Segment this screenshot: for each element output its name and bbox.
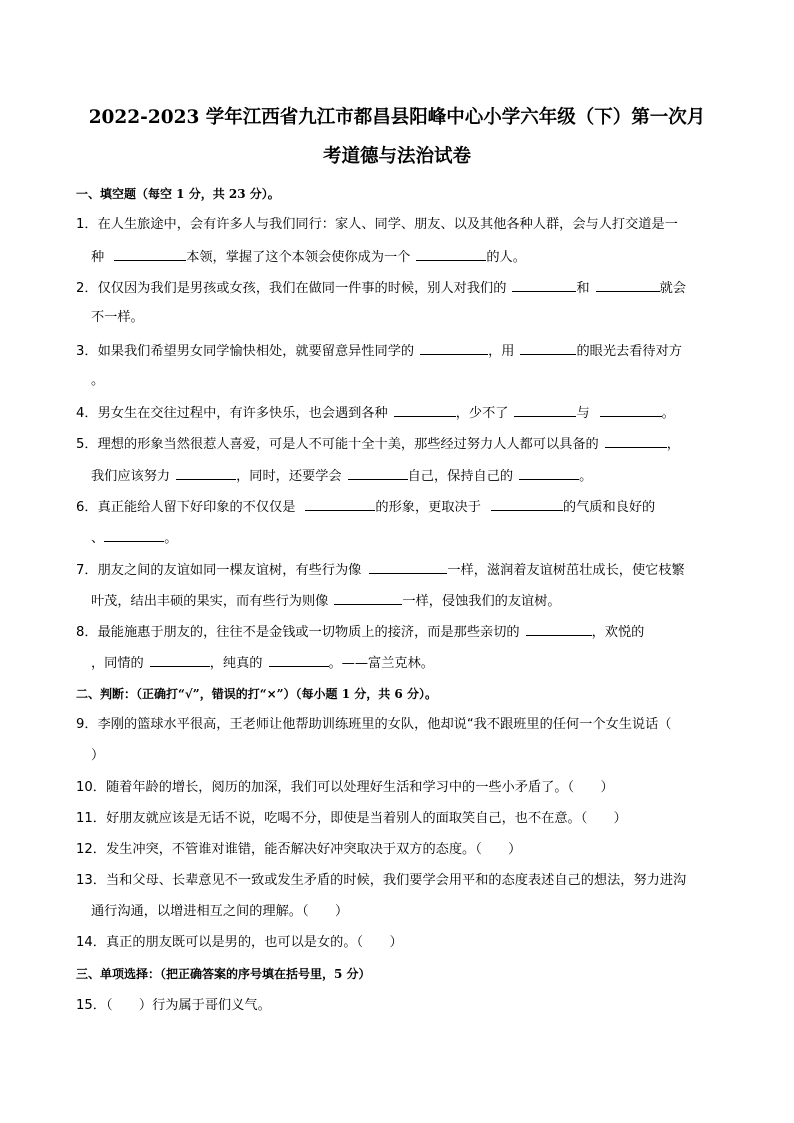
q2-blank-2[interactable]: [596, 278, 660, 292]
question-1-line-2: [91, 247, 526, 267]
q5-blank-3[interactable]: [348, 466, 408, 480]
q8-text: ，纯真的: [209, 656, 263, 671]
q6-text: 6．真正能给人留下好印象的不仅仅是: [76, 500, 296, 515]
section-heading-fill-in: 一、填空题（每空 1 分，共 23 分）。: [76, 187, 280, 201]
question-13-line-2: 通行沟通，以增进相互之间的理解。（ ）: [91, 904, 349, 919]
q5-blank-4[interactable]: [519, 466, 579, 480]
q4-blank-2[interactable]: [514, 403, 576, 417]
section-heading-single-choice: 三、单项选择：（把正确答案的序号填在括号里，5 分）: [76, 967, 371, 981]
q6-text: 、: [91, 531, 105, 546]
q5-text: 自己，保持自己的: [407, 469, 514, 484]
question-7-line-1: [76, 560, 685, 580]
q6-blank-1[interactable]: [305, 497, 375, 511]
question-6-line-1: [76, 497, 655, 517]
question-8-line-1: [76, 622, 644, 642]
q3-text: 的眼光去看待对方: [576, 344, 682, 359]
q4-text: 。: [661, 406, 675, 421]
section-heading-true-false: 二、判断：（正确打“√”，错误的打“×”）（每小题 1 分，共 6 分）。: [76, 687, 437, 701]
q1-blank-2[interactable]: [416, 247, 486, 261]
question-1-line-1: 1．在人生旅途中，会有许多人与我们同行：家人、同学、朋友、以及其他各种人群，会与人打交道是一: [76, 217, 678, 232]
q6-text: 的气质和良好的: [562, 500, 656, 515]
q5-text: 。: [579, 469, 593, 484]
q3-blank-2[interactable]: [520, 341, 576, 355]
question-5-line-1: [76, 434, 680, 454]
q6-text: 。: [164, 531, 178, 546]
q5-text: 我们应该努力: [91, 469, 171, 484]
q1-text: 本领，掌握了这个本领会使你成为一个: [186, 250, 411, 265]
q4-text: ，少不了: [455, 406, 509, 421]
q6-text: 的形象，更取决于: [375, 500, 481, 515]
question-4: [76, 403, 675, 423]
question-14: 14．真正的朋友既可以是男的，也可以是女的。（ ）: [76, 935, 403, 950]
question-15: 15．（ ）行为属于哥们义气。: [76, 998, 271, 1013]
q4-text: 4．男女生在交往过程中，有许多快乐，也会遇到各种: [76, 406, 388, 421]
q7-text: 一样，滋润着友谊树茁壮成长，使它枝繁: [447, 563, 685, 578]
question-13-line-1: 13．当和父母、长辈意见不一致或发生矛盾的时候，我们要学会用平和的态度表述自己的想法，努力进沟: [76, 873, 687, 888]
question-9-line-2: ）: [91, 748, 105, 763]
q5-blank-2[interactable]: [176, 466, 236, 480]
q2-text: 就会: [659, 281, 686, 296]
q5-text: 5．理想的形象当然很惹人喜爱，可是人不可能十全十美，那些经过努力人人都可以具备的: [76, 437, 599, 452]
q4-blank-3[interactable]: [600, 403, 662, 417]
q8-text: ，同情的: [91, 656, 144, 671]
q6-blank-2[interactable]: [491, 497, 563, 511]
q8-text: 。——富兰克林。: [328, 656, 434, 671]
q2-text: 2．仅仅因为我们是男孩或女孩，我们在做同一件事的时候，别人对我们的: [76, 281, 507, 296]
q8-blank-2[interactable]: [150, 653, 210, 667]
q3-text: 3．如果我们希望男女同学愉快相处，就要留意异性同学的: [76, 344, 415, 359]
q5-blank-1[interactable]: [605, 434, 667, 448]
q1-text: 种: [91, 250, 105, 265]
q7-text: 叶茂，结出丰硕的果实，而有些行为则像: [91, 594, 329, 609]
q4-blank-1[interactable]: [394, 403, 456, 417]
q7-text: 一样，侵蚀我们的友谊树。: [402, 594, 561, 609]
question-11: 11．好朋友就应该是无话不说，吃喝不分，即使是当着别人的面取笑自己，也不在意。（ ）: [76, 811, 627, 826]
q8-blank-1[interactable]: [526, 622, 592, 636]
q1-blank-1[interactable]: [114, 247, 186, 261]
q6-blank-3[interactable]: [104, 528, 164, 542]
q7-blank-2[interactable]: [334, 591, 402, 605]
question-10: 10．随着年龄的增长，阅历的加深，我们可以处理好生活和学习中的一些小矛盾了。（ ）: [76, 780, 614, 795]
q1-text: 的人。: [486, 250, 526, 265]
q5-text: ，同时，还要学会: [236, 469, 342, 484]
question-3-line-1: [76, 341, 682, 361]
exam-title-line-1: 2022-2023 学年江西省九江市都昌县阳峰中心小学六年级（下）第一次月: [88, 107, 706, 128]
question-2-line-2: 不一样。: [91, 310, 144, 325]
q8-blank-3[interactable]: [269, 653, 329, 667]
q7-blank-1[interactable]: [369, 560, 447, 574]
q3-text: ，用: [488, 344, 515, 359]
exam-title-line-2: 考道德与法治试卷: [322, 146, 471, 167]
question-2-line-1: [76, 278, 686, 298]
question-12: 12．发生冲突，不管谁对谁错，能否解决好冲突取决于双方的态度。（ ）: [76, 842, 522, 857]
question-5-line-2: [91, 466, 592, 486]
q2-text: 和: [576, 281, 590, 296]
q5-text: ，: [666, 437, 680, 452]
q3-blank-1[interactable]: [420, 341, 488, 355]
q8-text: ，欢悦的: [591, 625, 645, 640]
q8-text: 8．最能施惠于朋友的，往往不是金钱或一切物质上的接济，而是那些亲切的: [76, 625, 520, 640]
question-9-line-1: 9．李刚的篮球水平很高，王老师让他帮助训练班里的女队，他却说“我不跟班里的任何一个女生说话（: [76, 717, 672, 732]
q4-text: 与: [576, 406, 590, 421]
q7-text: 7．朋友之间的友谊如同一棵友谊树，有些行为像: [76, 563, 362, 578]
question-6-line-2: [91, 528, 177, 548]
question-3-line-2: 。: [91, 373, 105, 388]
question-8-line-2: [91, 653, 434, 673]
question-7-line-2: [91, 591, 561, 611]
q2-blank-1[interactable]: [512, 278, 576, 292]
